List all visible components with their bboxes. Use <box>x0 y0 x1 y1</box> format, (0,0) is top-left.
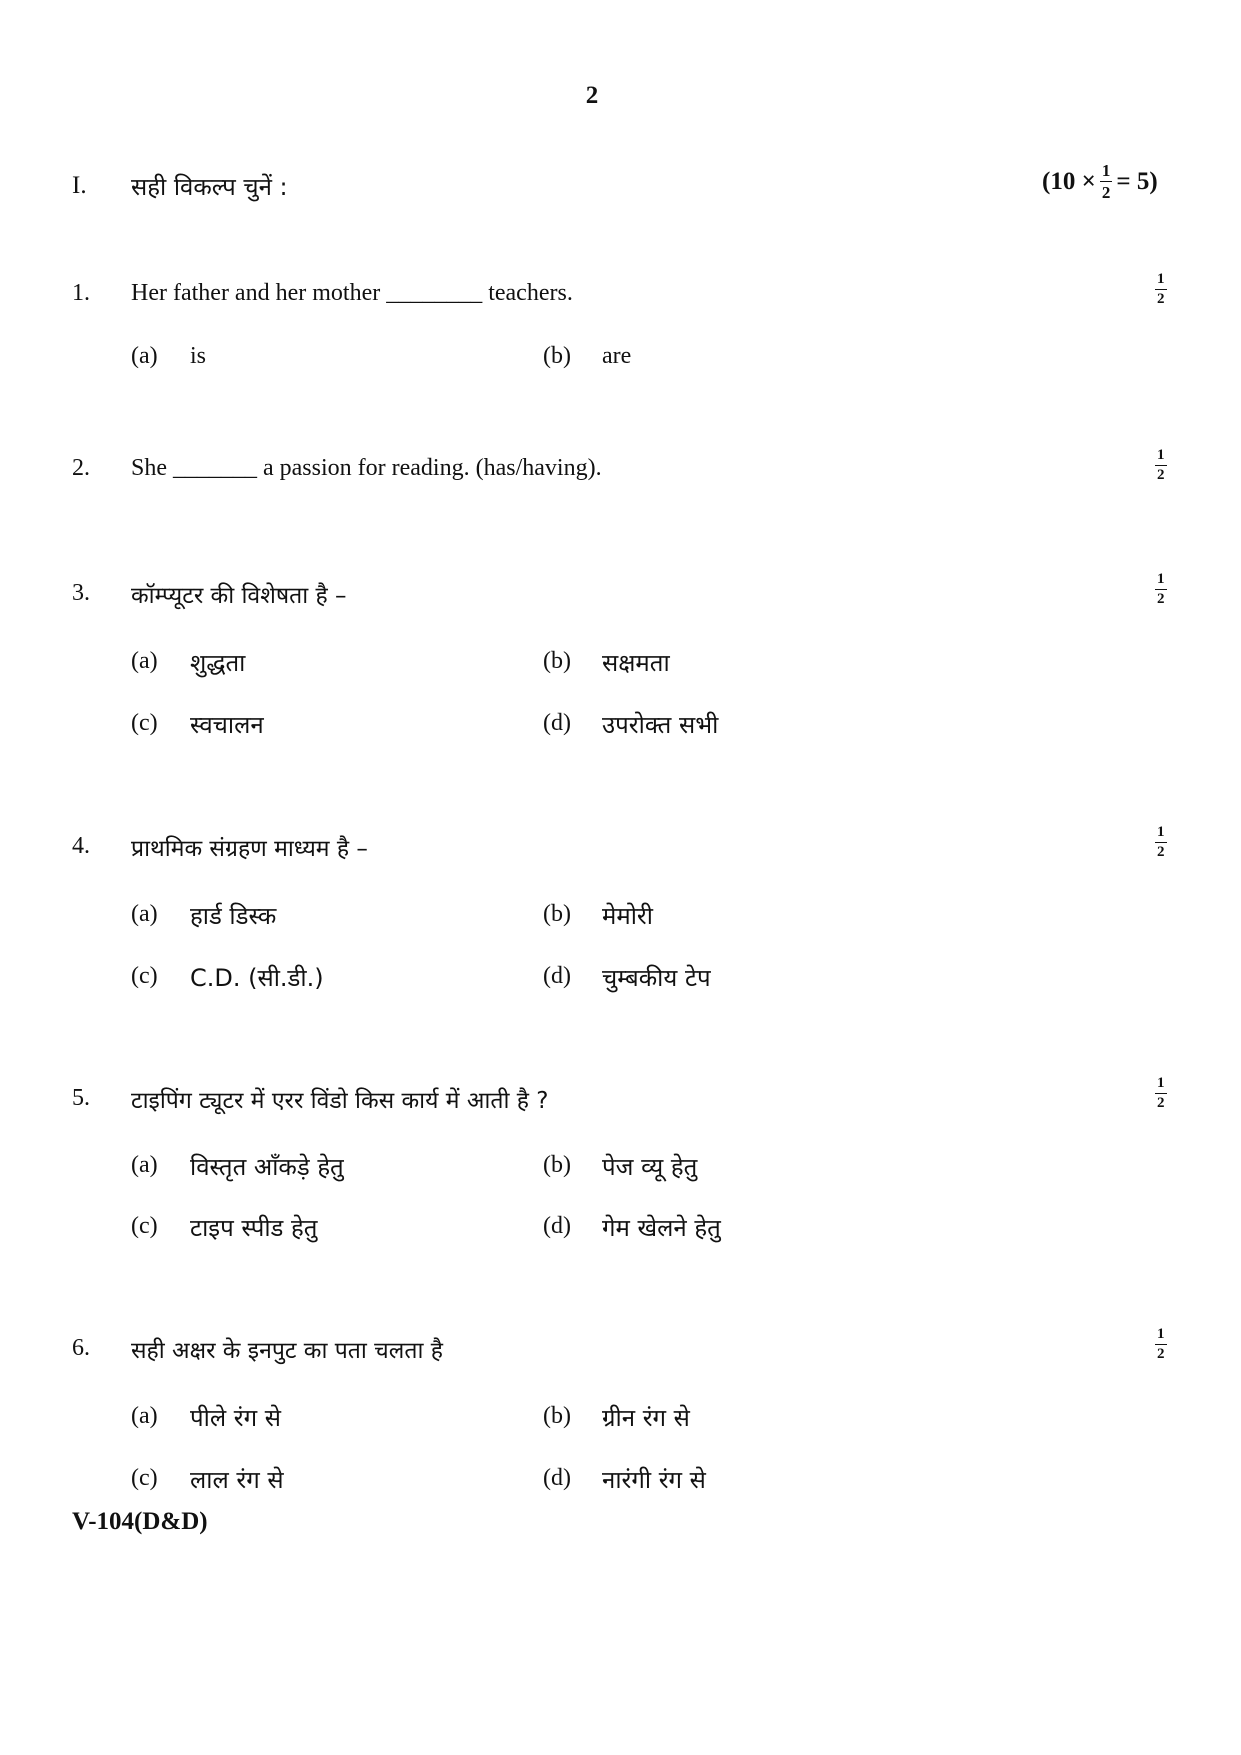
option-label: (a) <box>131 343 158 369</box>
question-marks <box>1155 1076 1167 1111</box>
option-text: is <box>190 343 207 369</box>
fraction-denominator: 2 <box>1157 1095 1165 1111</box>
option-text: सक्षमता <box>602 649 670 677</box>
fraction-denominator: 2 <box>1157 591 1165 607</box>
question-marks <box>1155 572 1167 607</box>
option-text: are <box>602 343 632 369</box>
section-marks <box>1042 162 1158 201</box>
option-label: (b) <box>543 1152 571 1178</box>
question-number: 1. <box>72 280 90 306</box>
question-marks <box>1155 1327 1167 1362</box>
question-marks <box>1155 825 1167 860</box>
fraction-numerator: 1 <box>1155 448 1167 466</box>
section-marks-suffix: = 5) <box>1116 167 1158 195</box>
option-text: शुद्धता <box>190 649 246 677</box>
question-text: Her father and her mother ________ teachers. <box>131 280 573 306</box>
question-marks <box>1155 272 1167 307</box>
fraction-numerator: 1 <box>1155 572 1167 590</box>
question-text: टाइपिंग ट्यूटर में एरर विंडो किस कार्य में आती है ? <box>131 1088 549 1114</box>
fraction-numerator: 1 <box>1155 272 1167 290</box>
question-number: 2. <box>72 455 90 481</box>
option-label: (a) <box>131 648 158 674</box>
option-label: (b) <box>543 901 571 927</box>
section-marks-prefix: (10 × <box>1042 167 1096 195</box>
fraction-denominator: 2 <box>1157 844 1165 860</box>
option-text: स्वचालन <box>190 711 264 739</box>
fraction-denominator: 2 <box>1157 1346 1165 1362</box>
page-number: 2 <box>585 82 599 109</box>
option-text: लाल रंग से <box>190 1466 284 1494</box>
option-text: नारंगी रंग से <box>602 1466 706 1494</box>
option-label: (d) <box>543 1465 571 1491</box>
option-text: ग्रीन रंग से <box>602 1404 690 1432</box>
question-marks <box>1155 448 1167 483</box>
option-label: (a) <box>131 1403 158 1429</box>
fraction-numerator: 1 <box>1155 1327 1167 1345</box>
question-text: कॉम्प्यूटर की विशेषता है – <box>131 583 347 609</box>
option-label: (b) <box>543 1403 571 1429</box>
footer-code: V-104(D&D) <box>72 1508 208 1535</box>
option-label: (c) <box>131 1213 158 1239</box>
option-text: मेमोरी <box>602 902 653 930</box>
option-text: गेम खेलने हेतु <box>602 1214 721 1242</box>
fraction-numerator: 1 <box>1155 1076 1167 1094</box>
question-number: 5. <box>72 1085 90 1111</box>
option-text: पीले रंग से <box>190 1404 281 1432</box>
section-marks-fraction <box>1100 162 1113 201</box>
option-text: उपरोक्त सभी <box>602 711 719 739</box>
option-text: C.D. (सी.डी.) <box>190 964 324 992</box>
option-label: (b) <box>543 648 571 674</box>
section-title: सही विकल्प चुनें : <box>131 173 288 201</box>
question-number: 3. <box>72 580 90 606</box>
option-label: (a) <box>131 1152 158 1178</box>
option-text: विस्तृत आँकड़े हेतु <box>190 1153 344 1181</box>
question-number: 6. <box>72 1335 90 1361</box>
question-number: 4. <box>72 833 90 859</box>
fraction-denominator: 2 <box>1101 183 1111 202</box>
option-label: (d) <box>543 963 571 989</box>
option-label: (d) <box>543 710 571 736</box>
option-text: टाइप स्पीड हेतु <box>190 1214 318 1242</box>
option-text: पेज व्यू हेतु <box>602 1153 698 1181</box>
fraction-numerator: 1 <box>1155 825 1167 843</box>
fraction-denominator: 2 <box>1157 291 1165 307</box>
option-label: (c) <box>131 1465 158 1491</box>
option-label: (c) <box>131 963 158 989</box>
option-label: (b) <box>543 343 571 369</box>
fraction-numerator: 1 <box>1101 161 1111 180</box>
option-text: हार्ड डिस्क <box>190 902 277 930</box>
question-text: She _______ a passion for reading. (has/having). <box>131 455 602 481</box>
option-label: (a) <box>131 901 158 927</box>
question-text: प्राथमिक संग्रहण माध्यम है – <box>131 836 368 862</box>
option-text: चुम्बकीय टेप <box>602 964 711 992</box>
option-label: (d) <box>543 1213 571 1239</box>
section-label: I. <box>72 172 87 199</box>
fraction-denominator: 2 <box>1157 467 1165 483</box>
question-text: सही अक्षर के इनपुट का पता चलता है <box>131 1338 443 1364</box>
option-label: (c) <box>131 710 158 736</box>
